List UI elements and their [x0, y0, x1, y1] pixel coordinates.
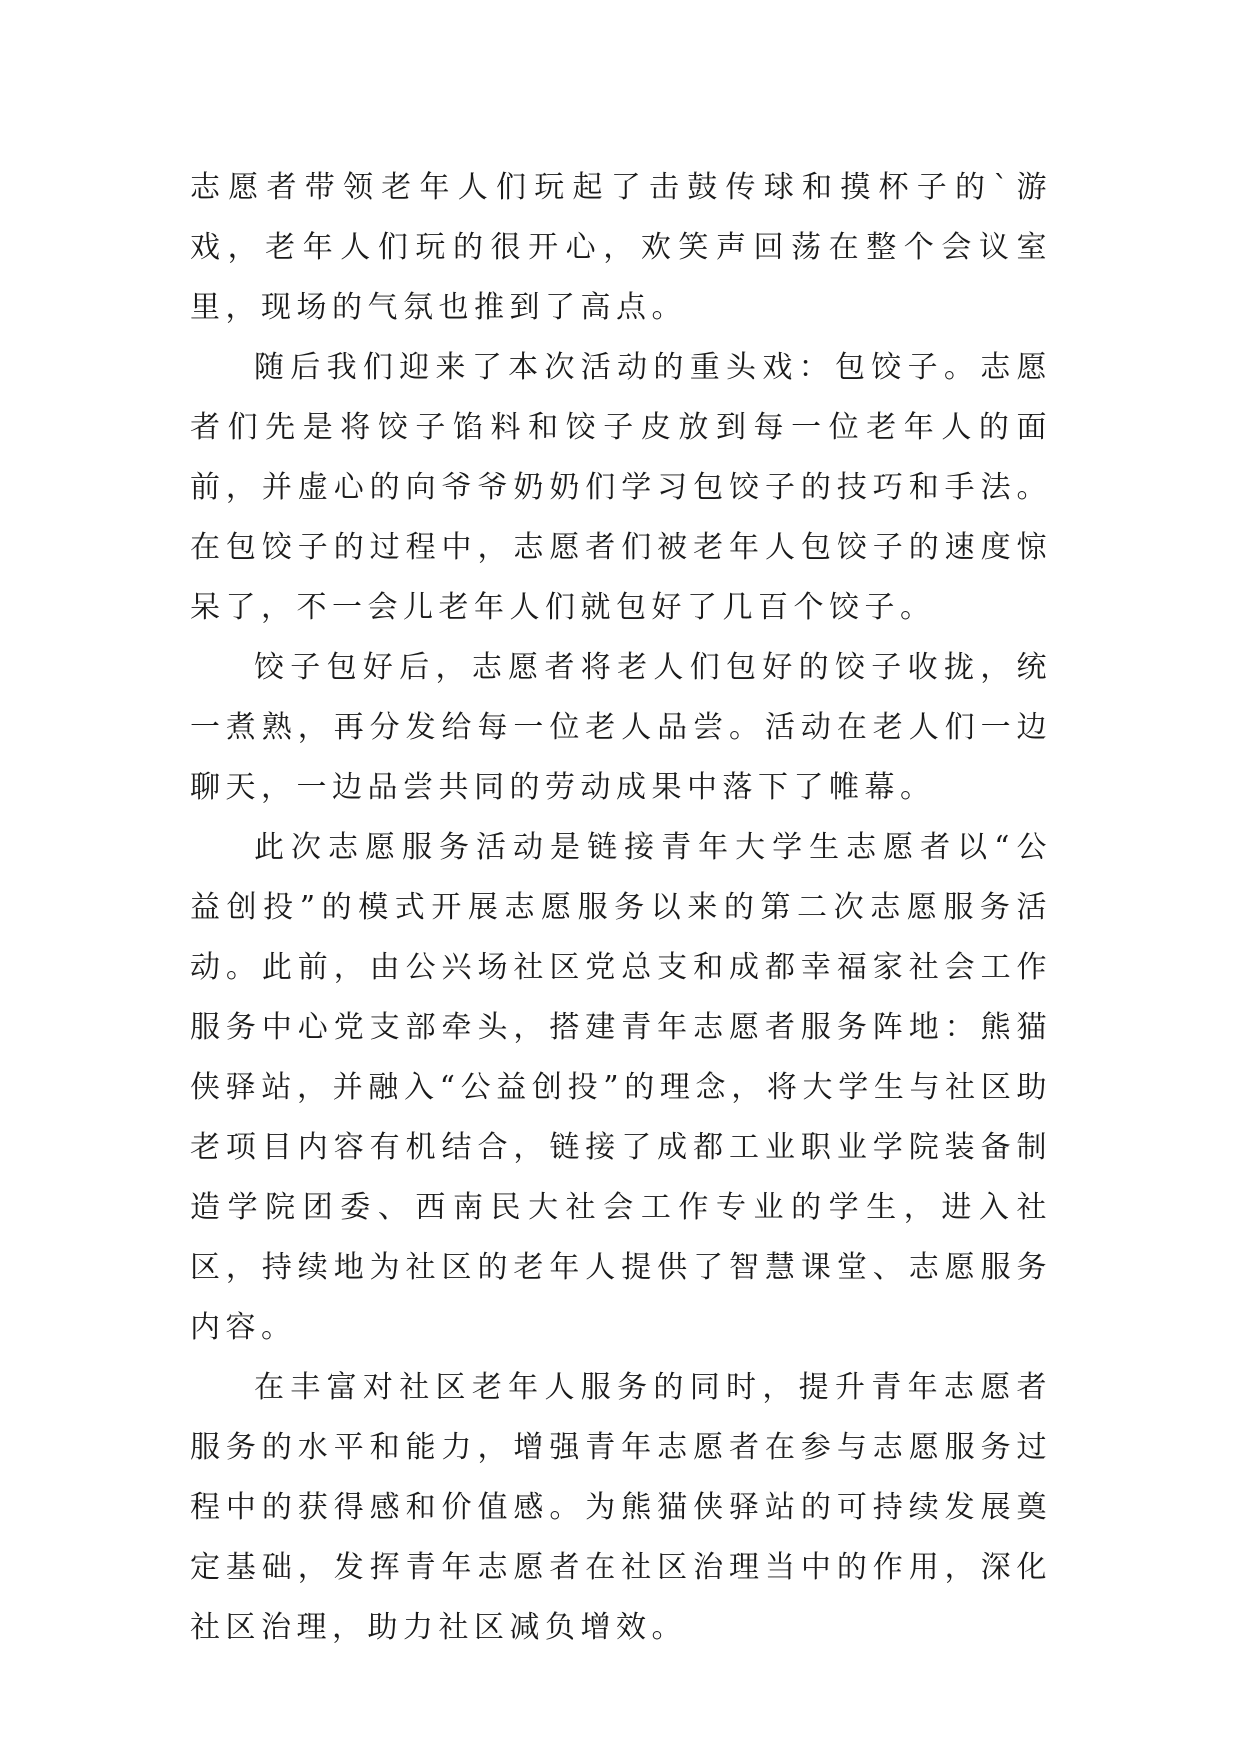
- paragraph-5: 在丰富对社区老年人服务的同时，提升青年志愿者服务的水平和能力，增强青年志愿者在参与志愿服务过程中的获得感和价值感。为熊猫侠驿站的可持续发展奠定基础，发挥青年志愿者在社区治理当中的作用，深化社区治理，助力社区减负增效。: [190, 1370, 1052, 1645]
- paragraph-2: 随后我们迎来了本次活动的重头戏：包饺子。志愿者们先是将饺子馅料和饺子皮放到每一位老年人的面前，并虚心的向爷爷奶奶们学习包饺子的技巧和手法。在包饺子的过程中，志愿者们被老年人包饺子的速度惊呆了，不一会儿老年人们就包好了几百个饺子。: [190, 350, 1052, 625]
- paragraph-1: 志愿者带领老年人们玩起了击鼓传球和摸杯子的`游戏，老年人们玩的很开心，欢笑声回荡在整个会议室里，现场的气氛也推到了高点。: [190, 170, 1052, 325]
- paragraph-4: 此次志愿服务活动是链接青年大学生志愿者以“公益创投”的模式开展志愿服务以来的第二次志愿服务活动。此前，由公兴场社区党总支和成都幸福家社会工作服务中心党支部牵头，搭建青年志愿者服务阵地：熊猫侠驿站，并融入“公益创投”的理念，将大学生与社区助老项目内容有机结合，链接了成都工业职业学院装备制造学院团委、西南民大社会工作专业的学生，进入社区，持续地为社区的老年人提供了智慧课堂、志愿服务内容。: [190, 830, 1052, 1345]
- paragraph-3: 饺子包好后，志愿者将老人们包好的饺子收拢，统一煮熟，再分发给每一位老人品尝。活动在老人们一边聊天，一边品尝共同的劳动成果中落下了帷幕。: [190, 650, 1052, 805]
- document-body: [190, 158, 1052, 1658]
